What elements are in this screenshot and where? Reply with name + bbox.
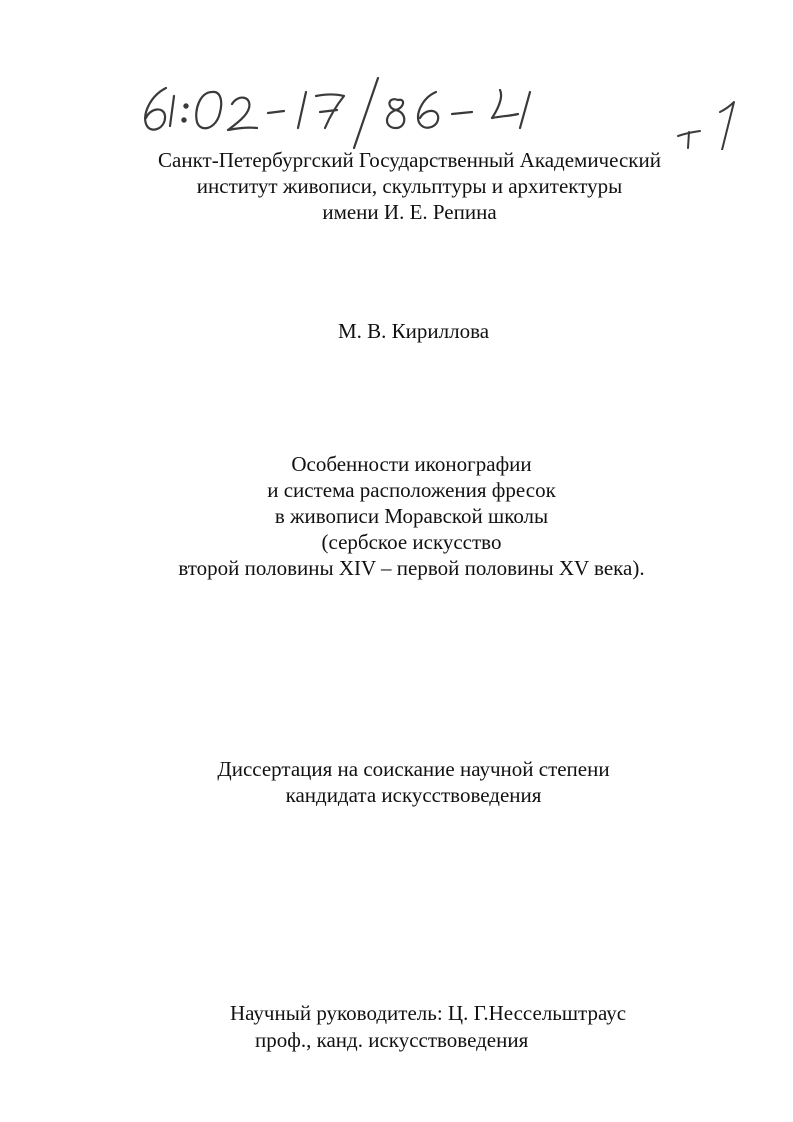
title-line-3: в живописи Моравской школы: [274, 504, 549, 528]
title-line-2: и система расположения фресок: [267, 478, 556, 502]
supervisor-line-2: проф., канд. искусствоведения: [255, 1028, 529, 1052]
institution-line-1: Санкт-Петербургский Государственный Академический: [158, 148, 661, 172]
degree-line-2: кандидата искусствоведения: [285, 783, 542, 807]
handwritten-annotations: [0, 0, 793, 150]
author-line: М. В. Кириллова: [337, 319, 490, 343]
degree-statement: [17, 756, 793, 808]
handwritten-corner-note: [678, 102, 734, 150]
supervisor-line-1: Научный руководитель: Ц. Г.Нессельштраус: [230, 1001, 627, 1025]
institution-line-2: институт живописи, скульптуры и архитектуры: [196, 174, 623, 198]
title-line-5: второй половины XIV – первой половины XV века).: [178, 556, 645, 580]
dissertation-title: [15, 451, 793, 581]
title-line-1: Особенности иконографии: [291, 452, 532, 476]
title-line-4: (сербское искусство: [321, 530, 502, 554]
author-name: [17, 318, 793, 344]
supervisor-block: [230, 1000, 626, 1054]
handwritten-shelf-mark: [145, 78, 530, 148]
institution-line-3: имени И. Е. Репина: [322, 200, 497, 224]
degree-line-1: Диссертация на соискание научной степени: [217, 757, 610, 781]
institution-header: [13, 147, 793, 225]
